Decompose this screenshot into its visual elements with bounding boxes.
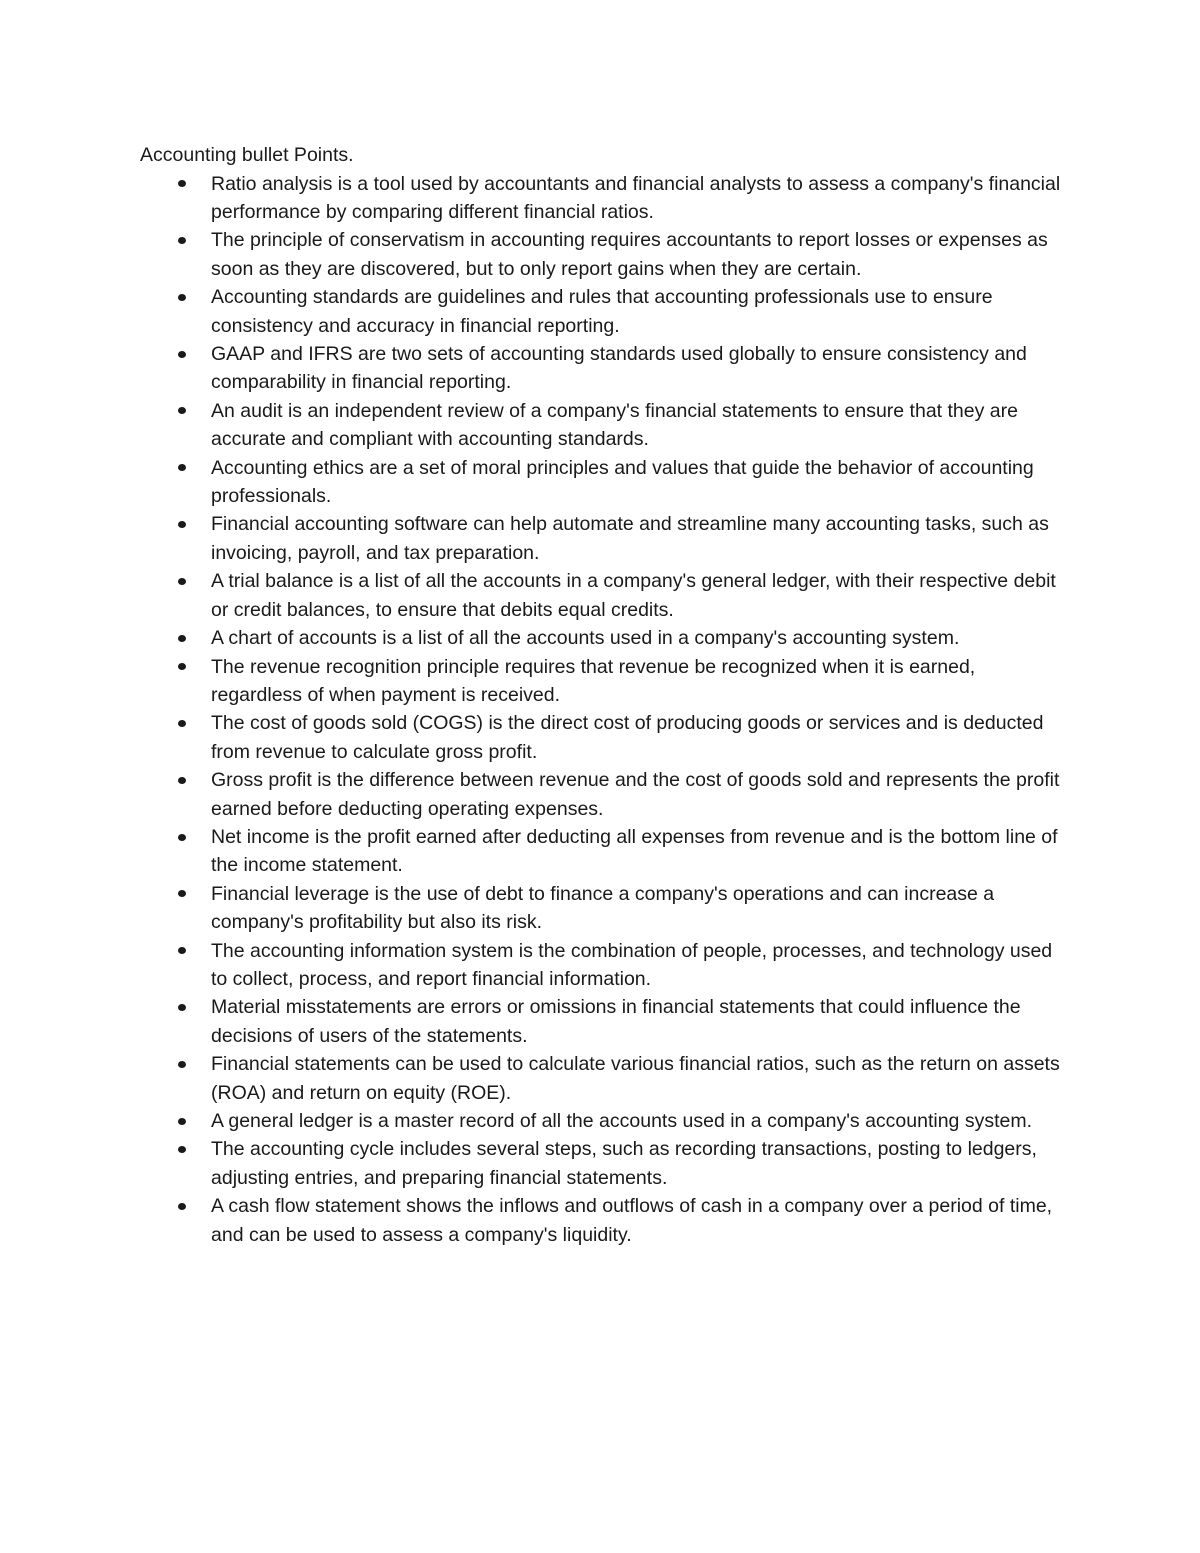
bullet-list [0, 170, 1200, 1249]
bullet-text: An audit is an independent review of a company's financial statements to ensure that they are accurate and compliant with accounting standards. [211, 399, 1018, 451]
bullet-dot-icon [178, 663, 186, 670]
list-item [0, 1107, 1071, 1135]
bullet-text: The principle of conservatism in accounting requires accountants to report losses or expenses as soon as they are discovered, but to only report gains when they are certain. [211, 229, 1048, 280]
bullet-dot-icon [178, 1203, 186, 1210]
bullet-text: A chart of accounts is a list of all the accounts used in a company's accounting system. [211, 627, 960, 650]
bullet-text: Accounting standards are guidelines and rules that accounting professionals use to ensure consistency and accuracy in financial reporting. [211, 286, 993, 337]
bullet-text: A general ledger is a master record of all the accounts used in a company's accounting system. [211, 1110, 1032, 1132]
list-item [0, 624, 1071, 652]
bullet-text: Financial accounting software can help automate and streamline many accounting tasks, such as invoicing, payroll, and tax preparation. [211, 513, 1049, 564]
bullet-text: The cost of goods sold (COGS) is the direct cost of producing goods or services and is deducted from revenue to calculate gross profit. [211, 712, 1044, 763]
bullet-dot-icon [178, 521, 186, 528]
list-item [0, 454, 1071, 511]
bullet-dot-icon [178, 890, 186, 897]
bullet-dot-icon [178, 180, 186, 187]
list-item [0, 766, 1071, 823]
list-item [0, 397, 1071, 454]
bullet-dot-icon [178, 1118, 186, 1125]
list-item [0, 937, 1071, 994]
bullet-dot-icon [178, 578, 186, 585]
bullet-dot-icon [178, 294, 186, 301]
bullet-dot-icon [178, 834, 186, 841]
bullet-text: The revenue recognition principle requires that revenue be recognized when it is earned, regardless of when payment is received. [211, 655, 976, 706]
bullet-text: A cash flow statement shows the inflows and outflows of cash in a company over a period of time, and can be used to assess a company's liquidity. [211, 1195, 1053, 1246]
bullet-dot-icon [178, 720, 186, 727]
list-item [0, 1192, 1071, 1249]
document-title: Accounting bullet Points. [140, 144, 354, 166]
list-item [0, 226, 1071, 283]
bullet-dot-icon [178, 351, 186, 358]
bullet-text: Net income is the profit earned after deducting all expenses from revenue and is the bottom line of the income statement. [211, 825, 1058, 877]
list-item [0, 283, 1071, 340]
bullet-dot-icon [178, 237, 186, 244]
list-item [0, 880, 1071, 937]
list-item [0, 709, 1071, 766]
bullet-text: Financial statements can be used to calculate various financial ratios, such as the return on assets (ROA) and return on equity (ROE). [211, 1053, 1060, 1104]
bullet-dot-icon [178, 947, 186, 954]
bullet-dot-icon [178, 407, 186, 414]
bullet-text: A trial balance is a list of all the accounts in a company's general ledger, with their respective debit or credit balances, to ensure that debits equal credits. [211, 570, 1056, 621]
bullet-dot-icon [178, 1061, 186, 1068]
bullet-text: Financial leverage is the use of debt to finance a company's operations and can increase a company's profitability but also its risk. [211, 882, 995, 934]
list-item [0, 340, 1071, 397]
list-item [0, 567, 1071, 624]
bullet-text: GAAP and IFRS are two sets of accounting standards used globally to ensure consistency and comparability in financial reporting. [211, 343, 1027, 394]
list-item [0, 1135, 1071, 1192]
list-item [0, 823, 1071, 880]
list-item [0, 170, 1071, 227]
bullet-dot-icon [178, 777, 186, 784]
bullet-dot-icon [178, 635, 186, 642]
list-item [0, 1050, 1071, 1107]
bullet-text: The accounting information system is the combination of people, processes, and technology used to collect, process, and report financial information. [211, 939, 1053, 990]
bullet-text: Accounting ethics are a set of moral principles and values that guide the behavior of accounting professionals. [211, 456, 1034, 508]
bullet-dot-icon [178, 464, 186, 471]
bullet-dot-icon [178, 1004, 186, 1011]
bullet-text: The accounting cycle includes several steps, such as recording transactions, posting to ledgers, adjusting entries, and preparing financial statements. [211, 1138, 1037, 1189]
bullet-dot-icon [178, 1146, 186, 1153]
bullet-text: Material misstatements are errors or omissions in financial statements that could influence the decisions of users of the statements. [211, 996, 1021, 1047]
list-item [0, 510, 1071, 567]
bullet-text: Gross profit is the difference between revenue and the cost of goods sold and represents the profit earned before deducting operating expenses. [211, 769, 1060, 820]
bullet-text: Ratio analysis is a tool used by accountants and financial analysts to assess a company's financial performance by comparing different financial ratios. [211, 172, 1061, 223]
list-item [0, 993, 1071, 1050]
list-item [0, 653, 1071, 710]
